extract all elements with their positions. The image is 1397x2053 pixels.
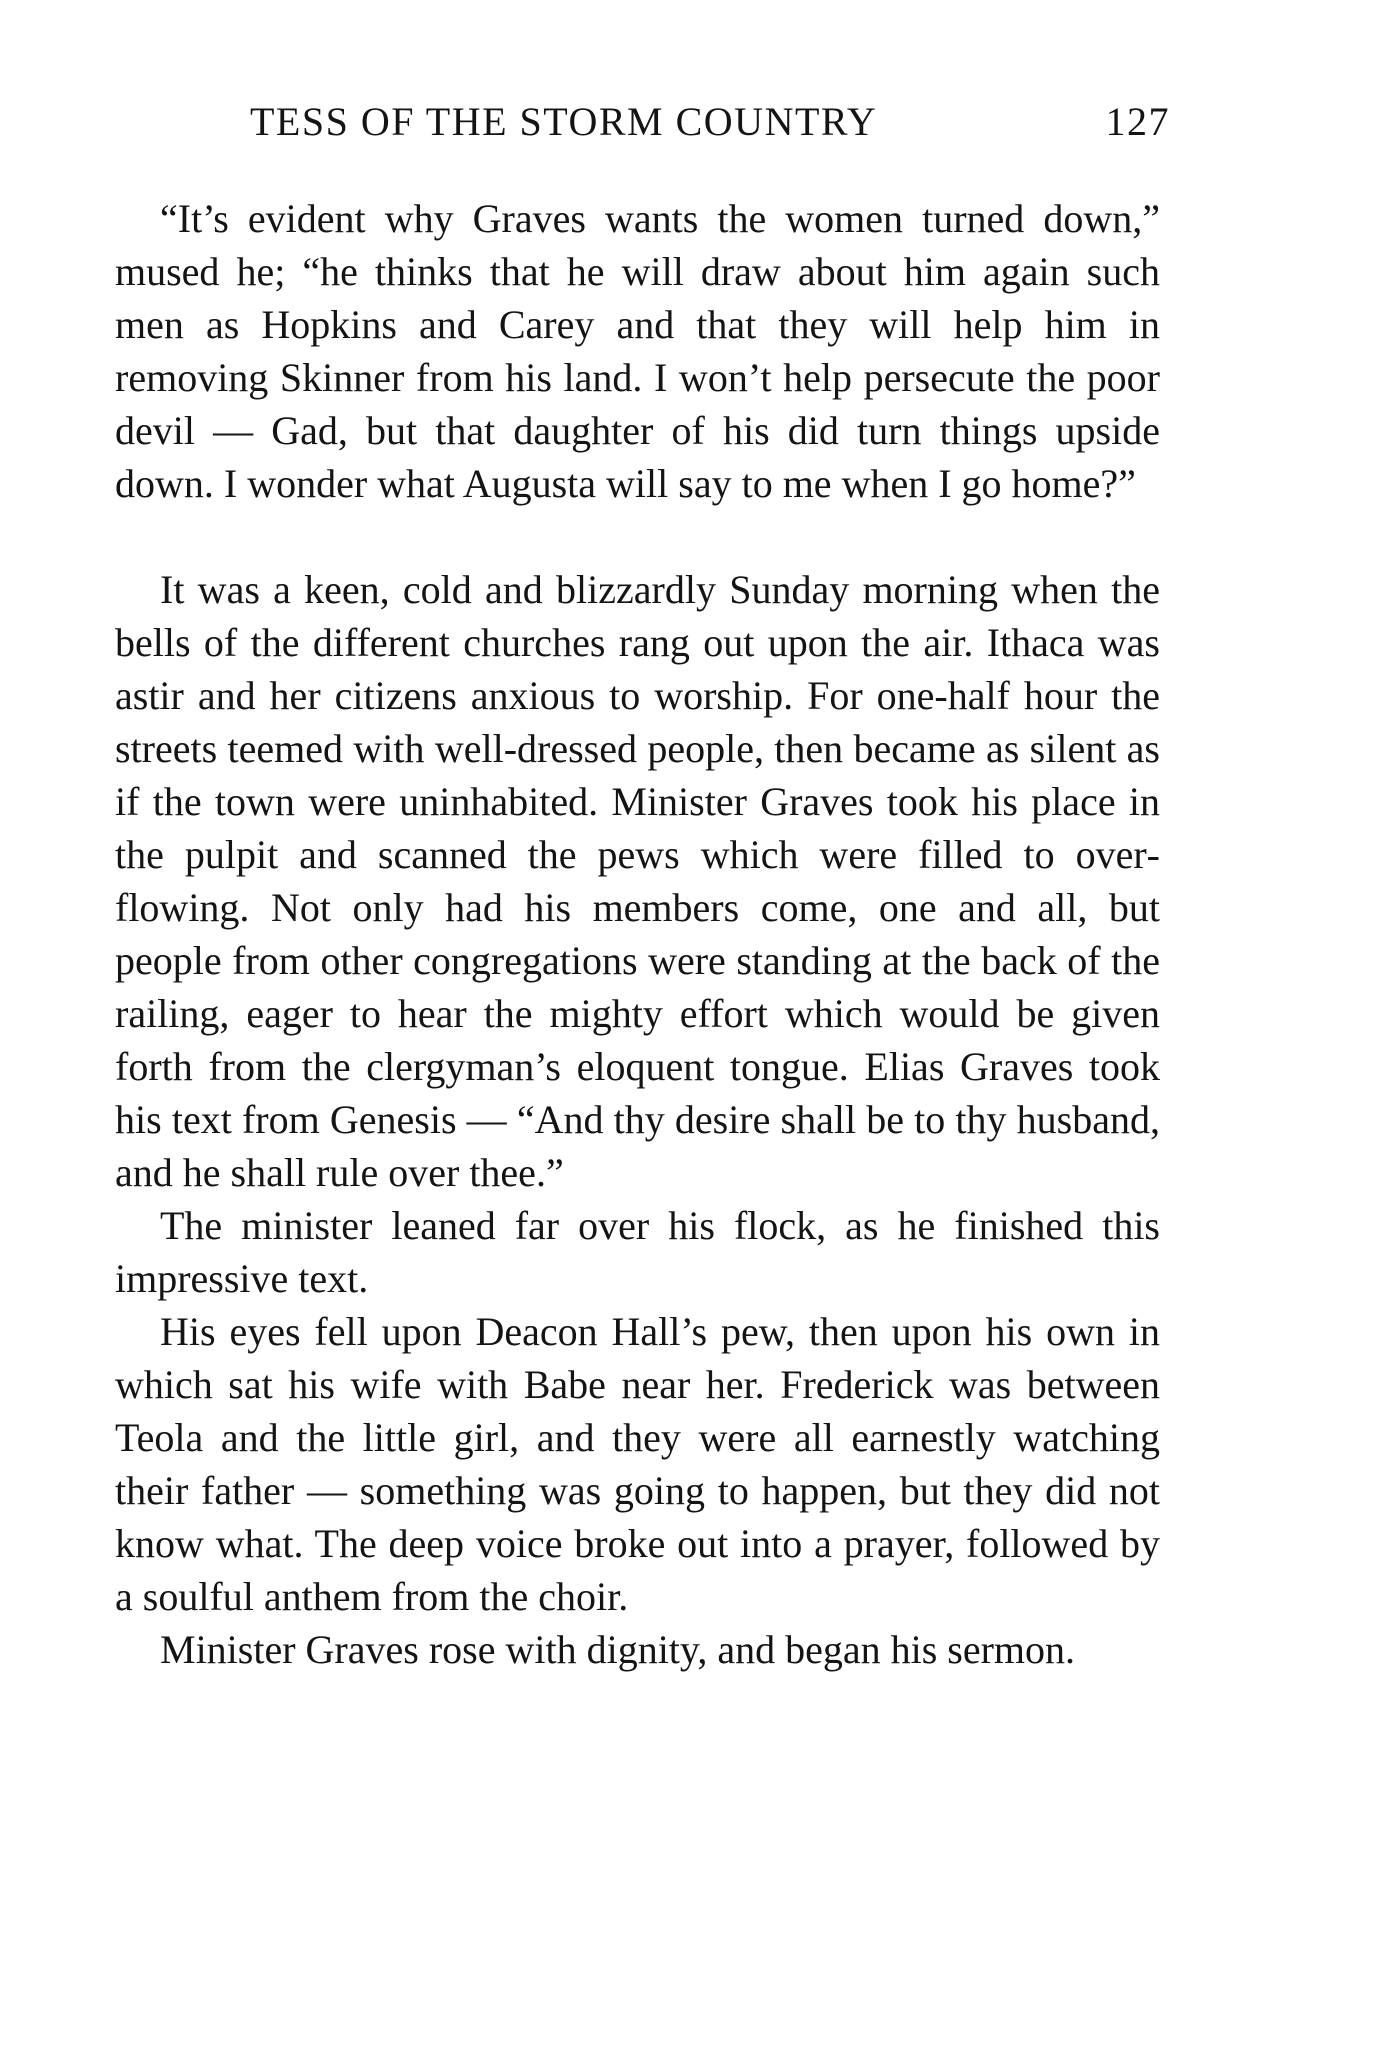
running-title: TESS OF THE STORM COUNTRY	[250, 99, 878, 144]
page-number: 127	[1105, 99, 1170, 144]
running-head	[250, 98, 1170, 154]
body-text	[115, 192, 1160, 1676]
paragraph-4: His eyes fell upon Deacon Hall’s pew, then upon his own in which sat his wife with Babe near her. Frederick was between Teola and the little girl, and they were all earnestly watching their father — something was going to happen, but they did not know what. The deep voice broke out into a prayer, followed by a soulful anthem from the choir.	[115, 1309, 1160, 1619]
paragraph-5: Minister Graves rose with dignity, and began his sermon.	[160, 1627, 1076, 1672]
paragraph-2: It was a keen, cold and blizzardly Sunday morning when the bells of the different churches rang out upon the air. Ithaca was astir and her citizens anxious to worship. For one-half hour the streets teemed with well-dressed people, then became as silent as if the town were uninhabited. Minister Graves took his place in the pulpit and scanned the pews which were filled to overflowing. Not only had his members come, one and all, but people from other congregations were standing at the back of the railing, eager to hear the mighty effort which would be given forth from the clergyman’s eloquent tongue. Elias Graves took his text from Genesis — “And thy desire shall be to thy husband, and he shall rule over thee.”	[115, 567, 1160, 1195]
paragraph-3: The minister leaned far over his flock, as he finished this impressive text.	[115, 1203, 1160, 1301]
paragraph-1: “It’s evident why Graves wants the women turned down,” mused he; “he thinks that he will draw about him again such men as Hopkins and Carey and that they will help him in removing Skinner from his land. I won’t help persecute the poor devil — Gad, but that daughter of his did turn things upside down. I wonder what Augusta will say to me when I go home?”	[115, 196, 1160, 506]
